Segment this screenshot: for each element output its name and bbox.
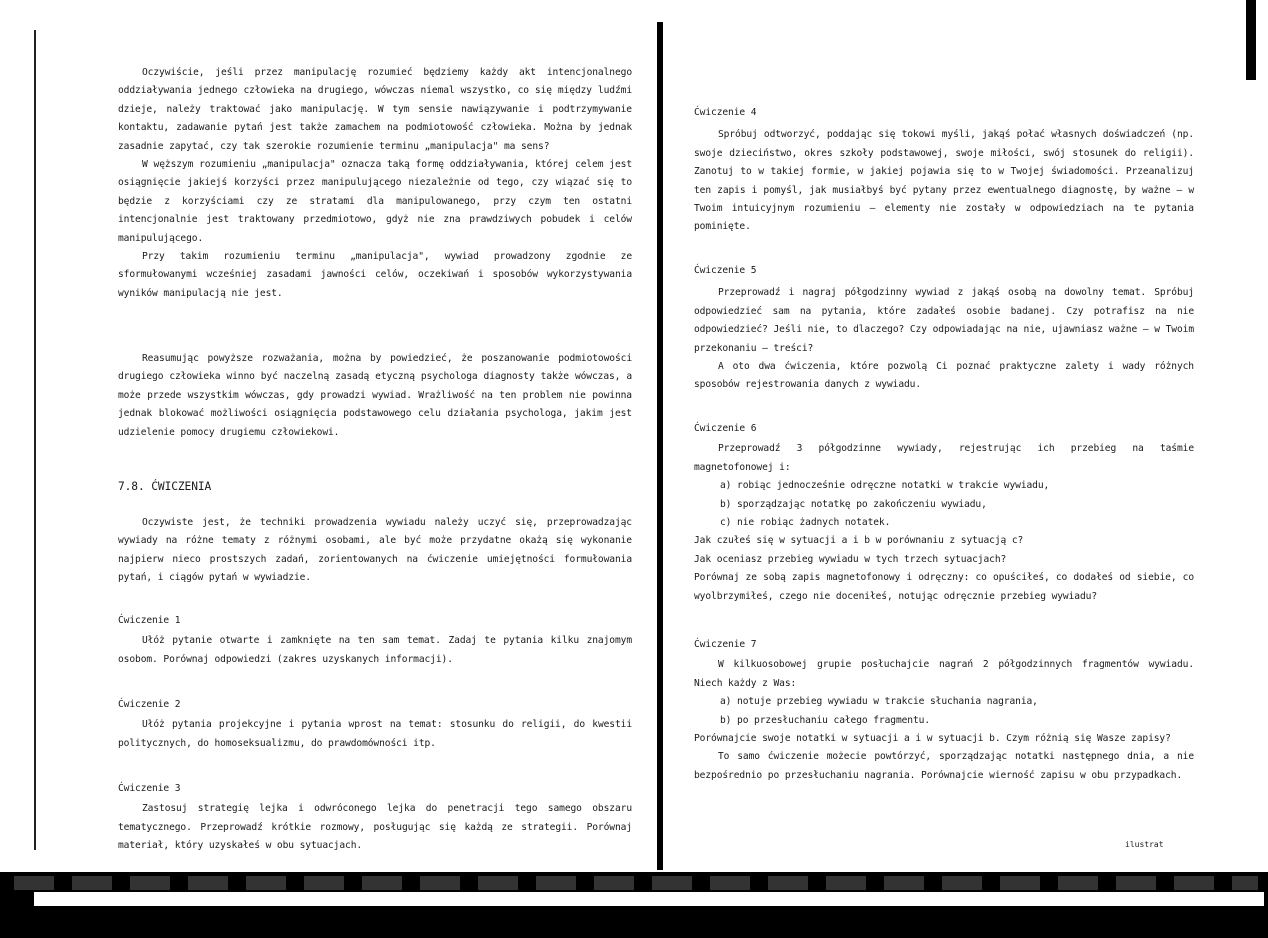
scan-bottom-border	[0, 872, 1268, 938]
exercise-question: Jak oceniasz przebieg wywiadu w tych trzech sytuacjach?	[694, 553, 1007, 565]
left-summary-text	[118, 350, 632, 442]
exercise-text: Zastosuj strategię lejka i odwróconego lejka do penetracji tego samego obszaru tematycznego. Przeprowadź krótkie rozmowy, posługując się każdą ze strategii. Porównaj materiał, który uzyskałeś w obu sytuacjach.	[118, 803, 632, 852]
exercise-5	[694, 262, 1194, 395]
folio-mark: ilustrat	[1125, 840, 1164, 849]
list-item: a) robiąc jednocześnie odręczne notatki w trakcie wywiadu,	[720, 480, 1050, 492]
paragraph: Reasumując powyższe rozważania, można by powiedzieć, że poszanowanie podmiotowości drugiego człowieka winno być naczelną zasadą etyczną psychologa diagnosty także wówczas, a może przede wszystkim wówczas, gdy prowadzi wywiad. Wrażliwość na ten problem nie powinna jednak blokować możliwości osiągnięcia podstawowego celu działania psychologa, jakim jest udzielenie pomocy drugiemu człowiekowi.	[118, 353, 632, 438]
exercise-3	[118, 780, 632, 856]
list-item: c) nie robiąc żadnych notatek.	[720, 517, 891, 529]
exercise-text: Przeprowadź i nagraj półgodzinny wywiad z jakąś osobą na dowolny temat. Spróbuj odpowiedzieć sam na pytania, które zadałeś osobie badanej. Czy potrafisz na nie odpowiedzieć? Jeśli nie, to dlaczego? Czy odpowiadając na nie, ujawniasz ważne – w Twoim przekonaniu – treści?	[694, 287, 1194, 354]
exercise-title: Ćwiczenie 7	[694, 639, 757, 650]
exercise-text: A oto dwa ćwiczenia, które pozwolą Ci poznać praktyczne zalety i wady różnych sposobów rejestrowania danych z wywiadu.	[694, 361, 1194, 391]
exercise-question: Jak czułeś się w sytuacji a i b w porównaniu z sytuacją c?	[694, 535, 1024, 547]
exercise-title: Ćwiczenie 1	[118, 615, 181, 626]
exercise-text: Ułóż pytanie otwarte i zamknięte na ten sam temat. Zadaj te pytania kilku znajomym osobom. Porównaj odpowiedzi (zakres uzyskanych informacji).	[118, 635, 632, 665]
exercise-1	[118, 612, 632, 669]
exercise-2	[118, 696, 632, 753]
left-page	[0, 0, 660, 872]
exercise-text: W kilkuosobowej grupie posłuchajcie nagrań 2 półgodzinnych fragmentów wywiadu. Niech każdy z Was:	[694, 659, 1194, 689]
exercise-title: Ćwiczenie 4	[694, 107, 757, 118]
exercise-title: Ćwiczenie 3	[118, 783, 181, 794]
paragraph: Oczywiście, jeśli przez manipulację rozumieć będziemy każdy akt intencjonalnego oddziaływania jednego człowieka na drugiego, wówczas niemal wszystko, co się między ludźmi dzieje, należy traktować jako manipulację. W tym sensie nawiązywanie i podtrzymywanie kontaktu, zadawanie pytań jest także zamachem na podmiotowość człowieka. Można by jednak zasadnie zapytać, czy tak szerokie rozumienie terminu „manipulacja" ma sens?	[118, 67, 632, 152]
paragraph: Oczywiste jest, że techniki prowadzenia wywiadu należy uczyć się, przeprowadzając wywiady na różne tematy z różnymi osobami, ale być może przydatne okażą się wykonanie najpierw nieco prostszych zadań, zorientowanych na ćwiczenie umiejętności formułowania pytań, i ciągów pytań w wywiadzie.	[118, 517, 632, 584]
exercise-6	[694, 420, 1194, 606]
exercise-text: Ułóż pytania projekcyjne i pytania wprost na temat: stosunku do religii, do kwestii politycznych, do homoseksualizmu, do prawdomówności itp.	[118, 719, 632, 749]
left-intro-text	[118, 64, 632, 303]
exercise-text: Przeprowadź 3 półgodzinne wywiady, rejestrując ich przebieg na taśmie magnetofonowej i:	[694, 443, 1194, 473]
scan-strip	[34, 892, 1264, 906]
list-item: b) po przesłuchaniu całego fragmentu.	[720, 714, 931, 726]
section-intro	[118, 514, 632, 588]
exercise-4	[694, 104, 1194, 237]
paragraph: Przy takim rozumieniu terminu „manipulacja", wywiad prowadzony zgodnie ze sformułowanymi wcześniej zasadami jawności celów, oczekiwań i sposobów wykorzystywania wyników manipulacją nie jest.	[118, 251, 632, 299]
exercise-items	[694, 477, 1194, 532]
right-page	[668, 0, 1268, 872]
exercise-title: Ćwiczenie 5	[694, 265, 757, 276]
exercise-text: Spróbuj odtworzyć, poddając się tokowi myśli, jakąś połać własnych doświadczeń (np. swoje dzieciństwo, okres szkoły podstawowej, swoje miłości, swój stosunek do religii). Zanotuj to w takiej formie, w jakiej pojawia się to w Twojej świadomości. Przeanalizuj ten zapis i pomyśl, jak musiałbyś być pytany przez ewentualnego diagnostę, by ważne – w Twoim intuicyjnym rozumieniu – elementy nie zostały w odpowiedziach na te pytania pominięte.	[694, 129, 1194, 233]
section-heading: 7.8. ĆWICZENIA	[118, 480, 212, 493]
list-item: b) sporządzając notatkę po zakończeniu wywiadu,	[720, 498, 987, 510]
exercise-text: Porównajcie swoje notatki w sytuacji a i w sytuacji b. Czym różnią się Wasze zapisy?	[694, 733, 1171, 745]
exercise-question: Porównaj ze sobą zapis magnetofonowy i odręczny: co opuściłeś, co dodałeś od siebie, co wyolbrzymiłeś, czego nie doceniłeś, notując odręcznie przebieg wywiadu?	[694, 572, 1194, 602]
exercise-items	[694, 693, 1194, 730]
list-item: a) notuje przebieg wywiadu w trakcie słuchania nagrania,	[720, 696, 1038, 708]
paragraph: W węższym rozumieniu „manipulacja" oznacza taką formę oddziaływania, której celem jest osiągnięcie jakiejś korzyści przez manipulującego niezależnie od tego, czy wiązać się to będzie z korzyściami czy ze stratami dla manipulowanego, przy czym ten ostatni intencjonalnie jest traktowany przedmiotowo, gdyż nie zna prawdziwych pobudek i celów manipulującego.	[118, 159, 632, 244]
exercise-text: To samo ćwiczenie możecie powtórzyć, sporządzając notatki następnego dnia, a nie bezpośrednio po przesłuchaniu nagrania. Porównajcie wierność zapisu w obu przypadkach.	[694, 751, 1194, 781]
binding-holes	[14, 876, 1258, 890]
exercise-title: Ćwiczenie 2	[118, 699, 181, 710]
exercise-title: Ćwiczenie 6	[694, 423, 757, 434]
exercise-7	[694, 636, 1194, 785]
